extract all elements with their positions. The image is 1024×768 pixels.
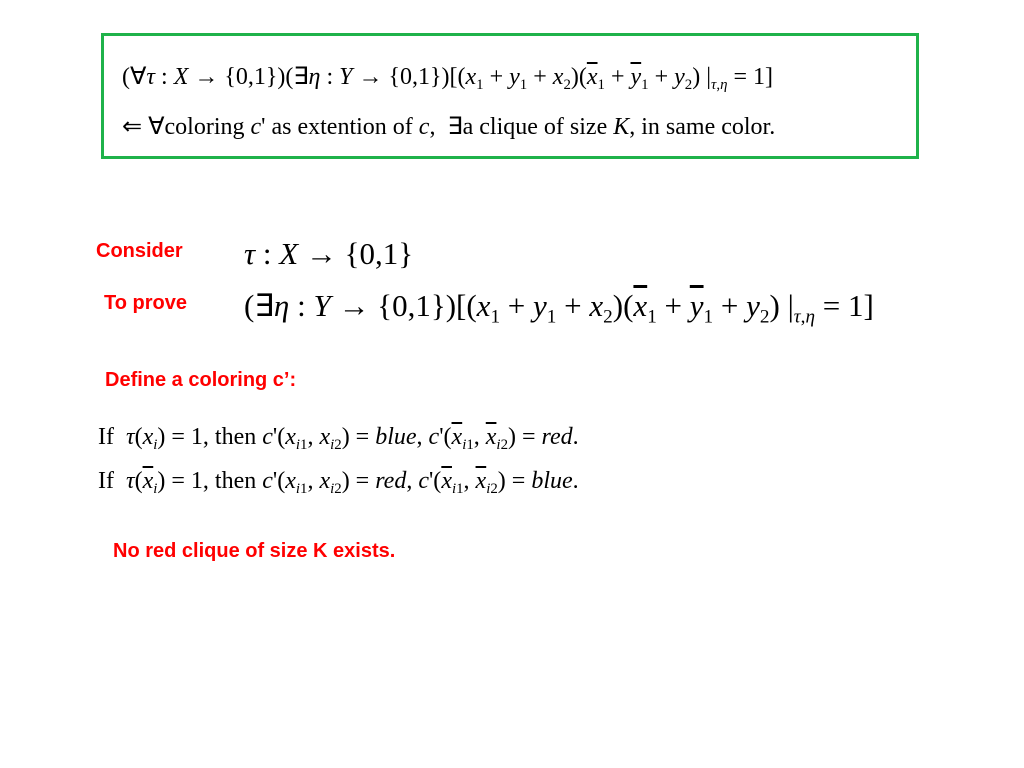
to-prove-formula: (∃η : $Y \to \{0,1\})[(x_1 + y_1 + x_2)(\overline{x}_1 + \overline{y}_1 + y_2)$ $|_{\tau,\eta} = 1$] [244, 288, 874, 328]
conclusion-label: No red clique of size K exists. [113, 540, 396, 562]
consider-formula: τ : X → {0,1} [244, 236, 414, 271]
theorem-line-2: ⇐ ∀coloring c' as extention of c, ∃a clique of size K, in same color. [122, 114, 776, 140]
consider-label: Consider [96, 240, 183, 262]
to-prove-label: To prove [104, 292, 187, 314]
definition-line-1: If $\tau(x_i) = 1$, then $c'(x_{i1}$, $x_{i2}$) = blue, $c'(\overline{x}_{i1}$, $\overline{x}_{i2}$) = red. [98, 424, 579, 454]
definition-line-2: If $\tau(\overline{x}_i) = 1$, then $c'(x_{i1}$, $x_{i2}$) = red, $c'(\overline{x}_{i1}$, $\overline{x}_{i2}$) = blue. [98, 468, 579, 498]
theorem-line-1: (∀τ : X → {0,1})(∃η : $Y \to \{0,1\})[(x_1 + y_1 + x_2)(\overline{x}_1 + \overline{y}_1 + y_2)$ $|_{\tau,\eta} = 1$] [122, 64, 773, 94]
define-coloring-label: Define a coloring c’: [105, 369, 297, 391]
